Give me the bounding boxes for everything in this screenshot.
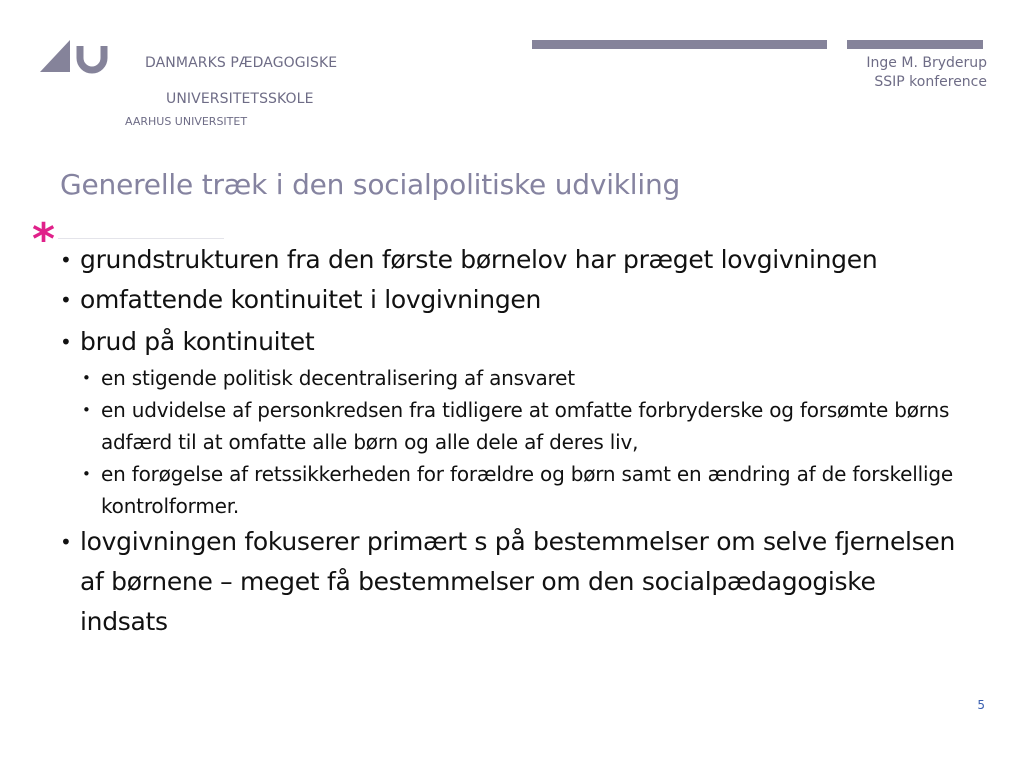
author-block — [866, 54, 987, 92]
bullet-item — [60, 322, 960, 362]
bullet-item — [60, 280, 960, 320]
event-name: SSIP konference — [874, 74, 987, 90]
bullet-icon: • — [60, 288, 72, 312]
bullet-icon: • — [60, 248, 72, 272]
bullet-text: lovgivningen fokuserer primært s på bestemmelser om selve fjernelsen af børnene – meget få bestemmelser om den socialpædagogiske indsats — [80, 527, 956, 636]
sub-bullet-item — [60, 394, 960, 458]
au-logo-icon — [40, 40, 108, 74]
page-number: 5 — [977, 698, 985, 712]
bullet-list — [60, 240, 960, 642]
author-name: Inge M. Bryderup — [866, 55, 987, 71]
institution-name — [125, 43, 337, 129]
sub-bullet-text: en stigende politisk decentralisering af ansvaret — [101, 366, 575, 390]
bullet-text: brud på kontinuitet — [80, 327, 315, 356]
institution-line-3: AARHUS UNIVERSITET — [125, 115, 248, 128]
sub-bullet-item — [60, 362, 960, 394]
sub-bullet-icon: • — [82, 369, 91, 387]
bullet-item — [60, 522, 960, 642]
sub-bullet-text: en udvidelse af personkredsen fra tidligere at omfatte forbryderske og forsømte børns adfærd til at omfatte alle børn og alle dele af deres liv, — [101, 398, 950, 454]
bullet-icon: • — [60, 530, 72, 554]
header-bar-right — [847, 40, 983, 49]
slide-title: Generelle træk i den socialpolitiske udvikling — [60, 168, 681, 201]
bullet-text: grundstrukturen fra den første børnelov har præget lovgivningen — [80, 245, 878, 274]
sub-bullet-item — [60, 458, 960, 522]
institution-line-1: DANMARKS PÆDAGOGISKE — [145, 55, 338, 71]
bullet-icon: • — [60, 330, 72, 354]
sub-bullet-text: en forøgelse af retssikkerheden for forældre og børn samt en ændring af de forskellige kontrolformer. — [101, 462, 953, 518]
bullet-text: omfattende kontinuitet i lovgivningen — [80, 285, 542, 314]
title-divider — [58, 238, 224, 239]
bullet-item — [60, 240, 960, 280]
institution-line-2: UNIVERSITETSSKOLE — [166, 91, 314, 107]
header-bar-left — [532, 40, 827, 49]
asterisk-icon: * — [32, 214, 56, 265]
sub-bullet-icon: • — [82, 465, 91, 483]
sub-bullet-icon: • — [82, 401, 91, 419]
